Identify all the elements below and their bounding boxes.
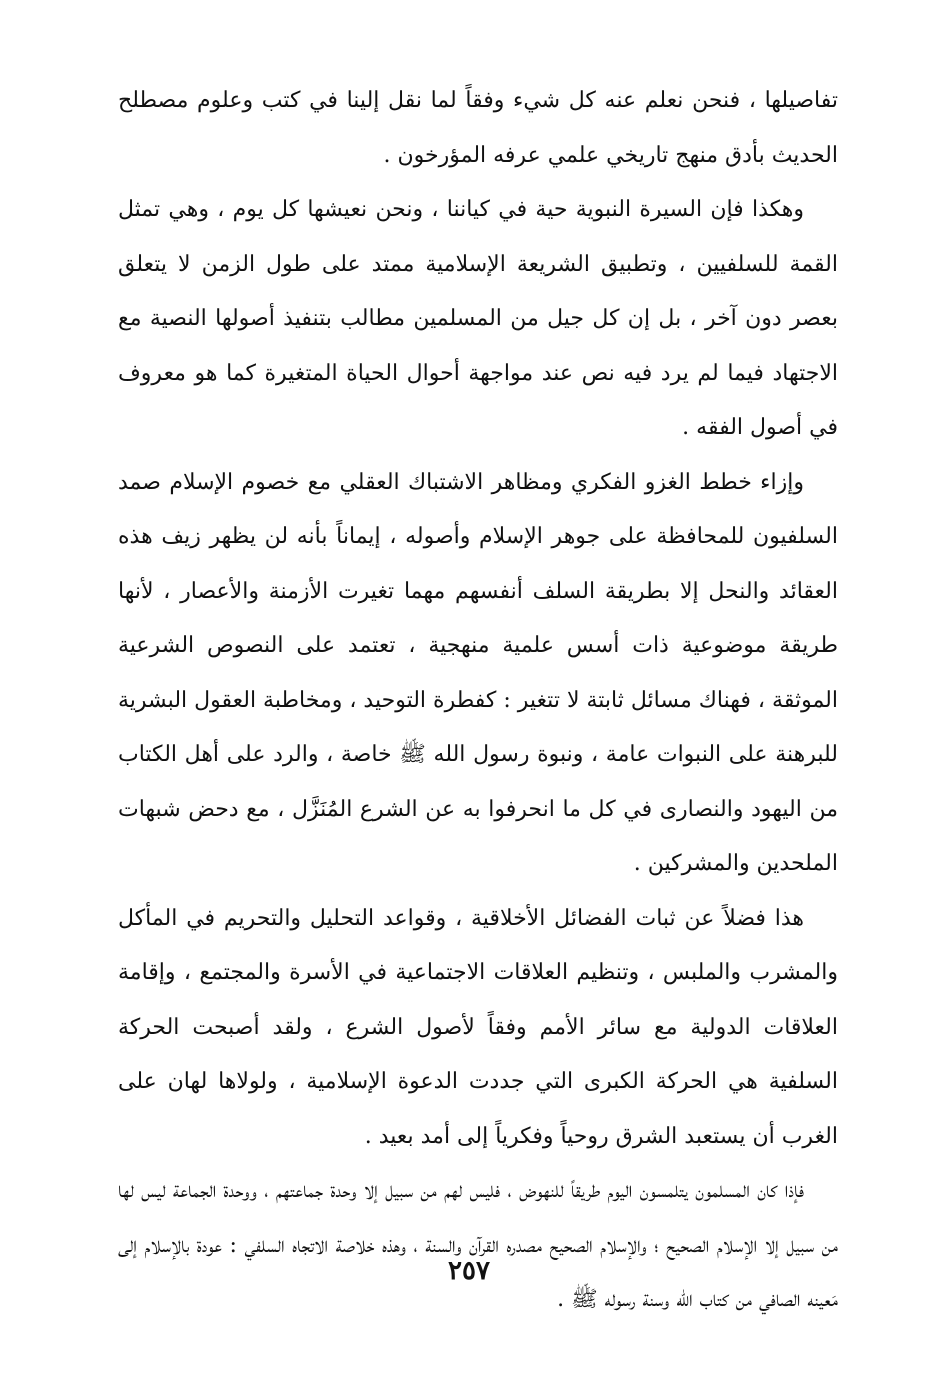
body-text bbox=[118, 74, 838, 1328]
paragraph-4: هذا فضلاً عن ثبات الفضائل الأخلاقية ، وقواعد التحليل والتحريم في المأكل والمشرب والملبس ، وتنظيم العلاقات الاجتماعية في الأسرة والمجتمع ، وإقامة العلاقات الدولية مع سائر الأمم وفقاً لأصول الشرع ، ولقد أصبحت الحركة السلفية هي الحركة الكبرى التي جددت الدعوة الإسلامية ، ولولاها لهان على الغرب أن يستعبد الشرق روحياً وفكرياً إلى أمد بعيد . bbox=[118, 905, 838, 1149]
paragraph-3: وإزاء خطط الغزو الفكري ومظاهر الاشتباك العقلي مع خصوم الإسلام صمد السلفيون للمحافظة على جوهر الإسلام وأصوله ، إيماناً بأنه لن يظهر زيف هذه العقائد والنحل إلا بطريقة السلف أنفسهم مهما تغيرت الأزمنة والأعصار ، لأنها طريقة موضوعية ذات أسس علمية منهجية ، تعتمد على النصوص الشرعية الموثقة ، فهناك مسائل ثابتة لا تتغير : كفطرة التوحيد ، ومخاطبة العقول البشرية للبرهنة على النبوات عامة ، ونبوة رسول الله ﷺ خاصة ، والرد على أهل الكتاب من اليهود والنصارى في كل ما انحرفوا به عن الشرع المُنَزَّل ، مع دحض شبهات الملحدين والمشركين . bbox=[118, 469, 838, 876]
paragraph-1: تفاصيلها ، فنحن نعلم عنه كل شيء وفقاً لما نقل إلينا في كتب وعلوم مصطلح الحديث بأدق منهج تاريخي علمي عرفه المؤرخون . bbox=[118, 88, 838, 168]
page-number: ٢٥٧ bbox=[448, 1256, 490, 1286]
paragraph-5: فإذا كان المسلمون يتلمسون اليوم طريقاً للنهوض ، فليس لهم من سبيل إلا وحدة جماعتهم ، ووحدة الجماعة ليس لها من سبيل إلا الإسلام الصحيح ؛ والإسلام الصحيح مصدره القرآن والسنة ، وهذه خلاصة الاتجاه السلفي : عودة بالإسلام إلى مَعينه الصافي من كتاب الله وسنة رسوله ﷺ . bbox=[118, 1178, 838, 1312]
paragraph-2: وهكذا فإن السيرة النبوية حية في كياننا ، ونحن نعيشها كل يوم ، وهي تمثل القمة للسلفيين ، وتطبيق الشريعة الإسلامية ممتد على طول الزمن لا يتعلق بعصر دون آخر ، بل إن كل جيل من المسلمين مطالب بتنفيذ أصولها النصية مع الاجتهاد فيما لم يرد فيه نص عند مواجهة أحوال الحياة المتغيرة كما هو معروف في أصول الفقه . bbox=[118, 197, 838, 440]
